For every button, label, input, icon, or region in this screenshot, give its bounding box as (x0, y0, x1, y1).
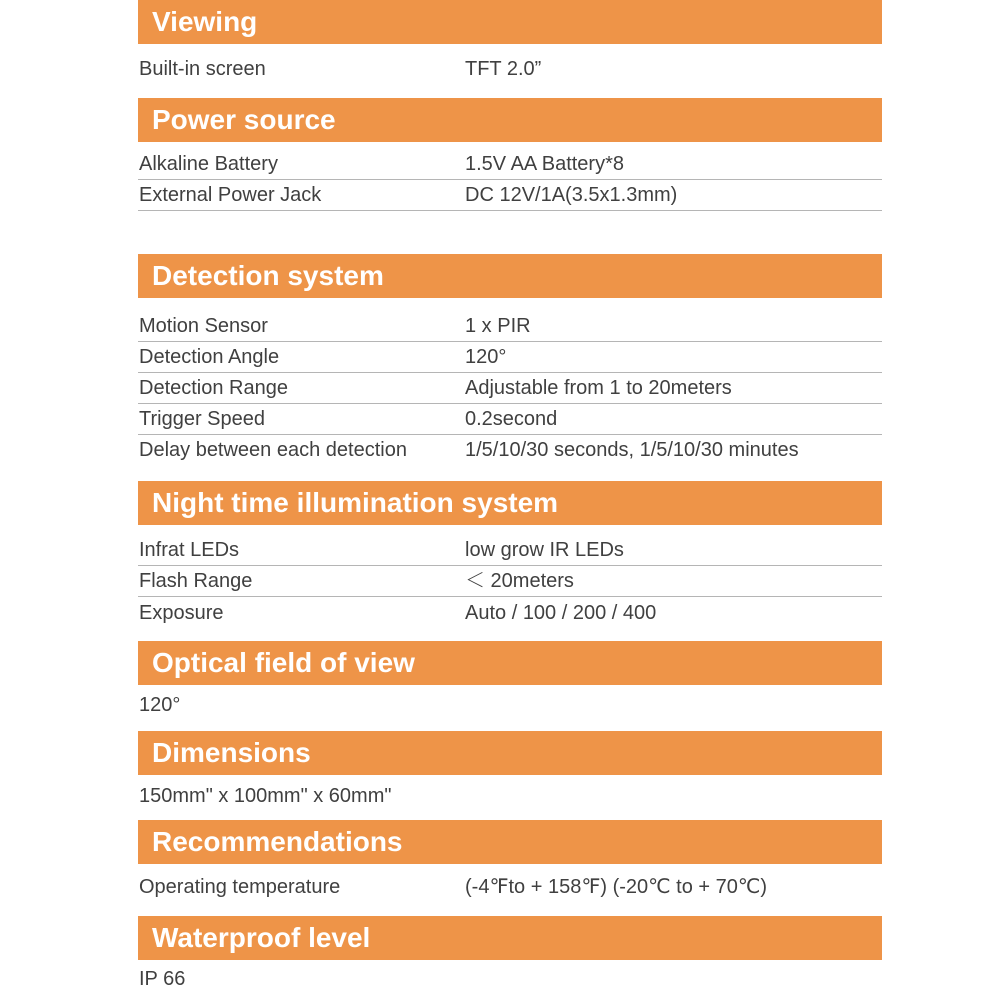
spec-row (138, 566, 882, 597)
spec-row (138, 781, 882, 812)
spec-row (138, 964, 882, 995)
spec-label: Infrat LEDs (139, 539, 240, 561)
spec-value: 1 x PIR (465, 315, 531, 337)
spec-label: Operating temperature (139, 876, 341, 898)
spec-value: ＜ 20meters (465, 570, 574, 592)
section-header-recommendations: Recommendations (138, 820, 882, 864)
spec-row (138, 342, 882, 373)
spec-value: (-4℉to + 158℉) (-20℃ to + 70℃) (465, 876, 767, 898)
spec-label: Exposure (139, 602, 224, 624)
spec-label: Delay between each detection (139, 439, 407, 461)
spec-row (138, 180, 882, 211)
spec-row (138, 54, 882, 85)
spec-label: Built-in screen (139, 58, 266, 80)
spec-row (138, 311, 882, 342)
spec-row (138, 535, 882, 566)
spec-row (138, 373, 882, 404)
spec-value: 0.2second (465, 408, 558, 430)
spec-value: Adjustable from 1 to 20meters (465, 377, 732, 399)
spec-text: 120° (139, 694, 181, 716)
spec-row (138, 149, 882, 180)
spec-label: Detection Angle (139, 346, 280, 368)
spec-text: 150mm" x 100mm" x 60mm" (139, 785, 392, 807)
section-header-detection-system: Detection system (138, 254, 882, 298)
spec-label: Motion Sensor (139, 315, 268, 337)
spec-value: Auto / 100 / 200 / 400 (465, 602, 657, 624)
spec-row (138, 598, 882, 629)
section-header-power-source: Power source (138, 98, 882, 142)
section-header-optical-field-of-view: Optical field of view (138, 641, 882, 685)
spec-value: DC 12V/1A(3.5x1.3mm) (465, 184, 678, 206)
spec-value: low grow IR LEDs (465, 539, 624, 561)
spec-label: Flash Range (139, 570, 253, 592)
spec-value: 1.5V AA Battery*8 (465, 153, 624, 175)
section-header-night-illumination: Night time illumination system (138, 481, 882, 525)
section-header-viewing: Viewing (138, 0, 882, 44)
spec-label: Detection Range (139, 377, 288, 399)
spec-label: External Power Jack (139, 184, 322, 206)
spec-value: 120° (465, 346, 507, 368)
spec-value: TFT 2.0” (465, 58, 542, 80)
spec-label: Trigger Speed (139, 408, 265, 430)
spec-row (138, 435, 882, 466)
spec-row (138, 404, 882, 435)
spec-label: Alkaline Battery (139, 153, 278, 175)
spec-row (138, 690, 882, 721)
section-header-dimensions: Dimensions (138, 731, 882, 775)
spec-text: IP 66 (139, 968, 186, 990)
section-header-waterproof-level: Waterproof level (138, 916, 882, 960)
spec-value: 1/5/10/30 seconds, 1/5/10/30 minutes (465, 439, 799, 461)
spec-row (138, 872, 882, 903)
